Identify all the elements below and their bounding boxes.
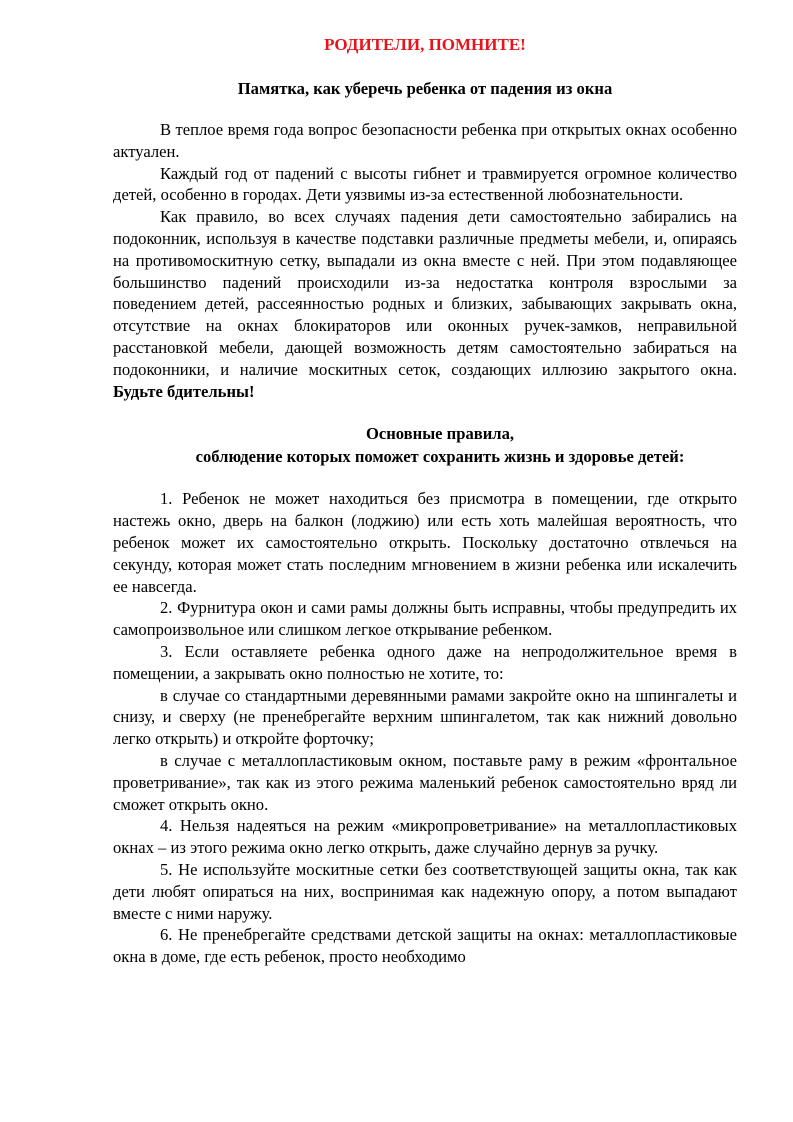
rule-item [113,859,737,924]
rule-text: в случае со стандартными деревянными рамами закройте окно на шпингалеты и снизу, и сверху (не пренебрегайте верхним шпингалетом, так как нижний довольно легко открыть) и откройте форточку; [113,685,737,749]
rule-number: 3. [160,641,173,661]
rule-subitem [113,750,737,815]
intro-emphasis: Будьте бдительны! [113,381,255,401]
rule-text: Фурнитура окон и сами рамы должны быть исправны, чтобы предупредить их самопроизвольное или слишком легкое открывание ребенком. [113,598,737,640]
rules-heading-line2: соблюдение которых поможет сохранить жизнь и здоровье детей: [195,447,685,467]
intro-paragraph [113,206,737,402]
intro-paragraph-text: Как правило, во всех случаях падения дети самостоятельно забирались на подоконник, используя в качестве подставки различные предметы мебели, и, опираясь на противомоскитную сетку, выпадали из окна вместе с ней. При этом подавляющее большинство падений происходили из-за недостатка контроля взрослыми за поведением детей, рассеянностью родных и близких, забывающих закрывать окна, отсутствие на окнах блокираторов или оконных ручек-замков, неправильной расстановкой мебели, дающей возможность детям самостоятельно забираться на подоконники, и наличие москитных сеток, создающих иллюзию закрытого окна. [113,207,737,379]
rule-item [113,597,737,641]
intro-paragraph: Каждый год от падений с высоты гибнет и травмируется огромное количество детей, особенно в городах. Дети уязвимы из-за естественной любознательности. [113,163,737,205]
rules-heading-line1: Основные правила, [365,424,515,444]
rule-text: Не используйте москитные сетки без соответствующей защиты окна, так как дети любят опираться на них, воспринимая как надежную опору, а потом выпадают вместе с ними наружу. [113,859,737,923]
page-subtitle: Памятка, как уберечь ребенка от падения из окна [237,79,613,98]
rule-number: 5. [160,859,173,879]
rule-text: Ребенок не может находиться без присмотра в помещении, где открыто настежь окно, дверь на балкон (лоджию) или есть хоть малейшая вероятность, что ребенок может их самостоятельно открыть. Поскольку достаточно отвлечься на секунду, которая может стать последним мгновением в жизни ребенка или искалечить ее навсегда. [113,489,738,596]
rule-text: Если оставляете ребенка одного даже на непродолжительное время в помещении, а закрывать окно полностью не хотите, то: [113,641,738,683]
intro-paragraph: В теплое время года вопрос безопасности ребенка при открытых окнах особенно актуален. [113,120,737,161]
rule-text: Нельзя надеяться на режим «микропроветривание» на металлопластиковых окнах – из этого режима окно легко открыть, даже случайно дернув за ручку. [113,816,738,858]
rule-number: 1. [160,489,173,509]
rules-heading [113,422,737,468]
rule-number: 6. [160,925,173,945]
rule-item [113,641,737,685]
rule-subitem [113,685,737,750]
rule-text: в случае с металлопластиковым окном, поставьте раму в режим «фронтальное проветривание», так как из этого режима маленький ребенок самостоятельно вряд ли сможет открыть окно. [113,750,737,814]
rule-item [113,924,737,968]
page-title: РОДИТЕЛИ, ПОМНИТЕ! [324,35,526,54]
rule-text: Не пренебрегайте средствами детской защиты на окнах: металлопластиковые окна в доме, где есть ребенок, просто необходимо [113,925,737,967]
rule-number: 2. [160,598,173,618]
rule-item [113,815,737,859]
document-page [113,34,737,968]
rule-number: 4. [160,816,173,836]
rule-item [113,488,737,597]
